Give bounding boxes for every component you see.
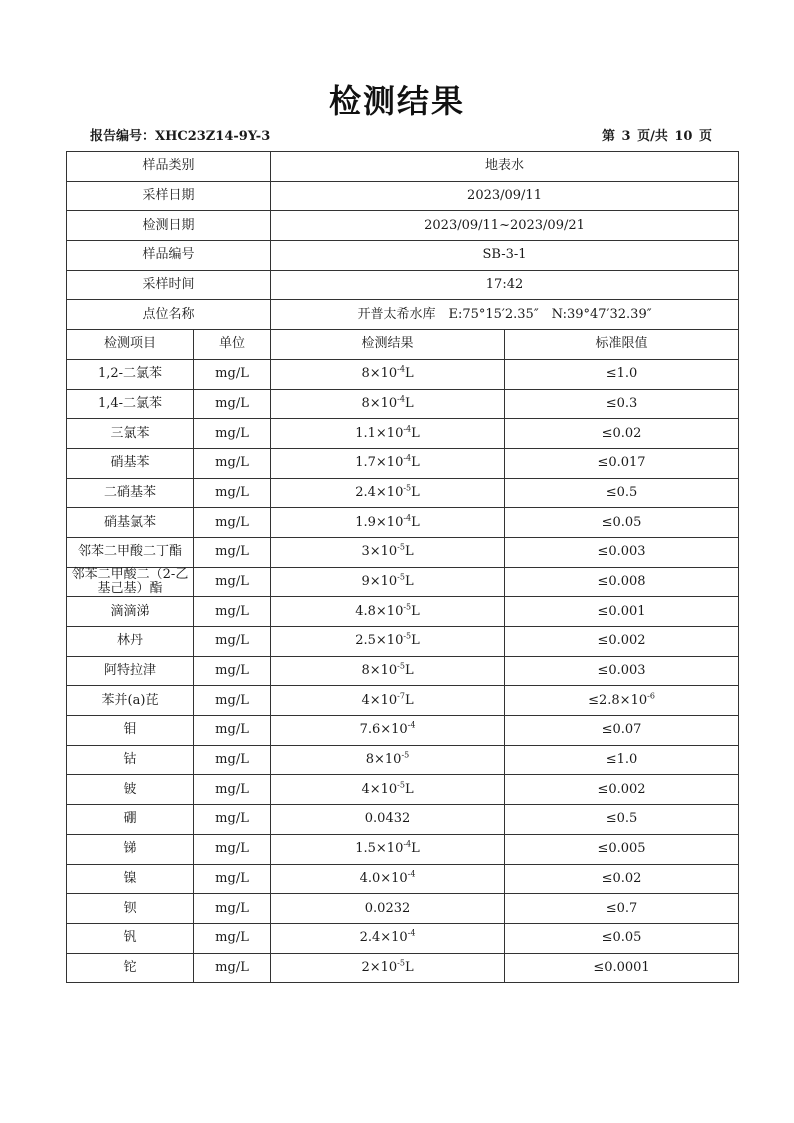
result-exponent: -5: [403, 632, 412, 642]
page-title: 检测结果: [328, 82, 465, 120]
limit-cell: [505, 953, 739, 983]
result-base: 7.6×10: [359, 722, 408, 738]
result-cell: [271, 656, 505, 686]
limit-base: ≤0.003: [597, 663, 646, 679]
unit-cell: mg/L: [194, 864, 271, 894]
info-label: 采样时间: [67, 270, 271, 300]
unit-cell: mg/L: [194, 359, 271, 389]
results-table: [66, 151, 739, 983]
result-base: 4×10: [361, 781, 398, 797]
result-cell: [271, 745, 505, 775]
result-base: 4.0×10: [359, 870, 408, 886]
result-exponent: -4: [407, 928, 416, 938]
result-cell: [271, 478, 505, 508]
info-row-sampling-time: [67, 270, 739, 300]
result-suffix: L: [411, 484, 420, 500]
result-base: 1.9×10: [355, 514, 404, 530]
limit-base: ≤1.0: [605, 752, 638, 768]
table-row: [67, 894, 739, 924]
limit-base: ≤0.02: [601, 870, 642, 886]
limit-cell: [505, 627, 739, 657]
result-cell: [271, 448, 505, 478]
result-base: 4.8×10: [355, 603, 404, 619]
limit-cell: [505, 745, 739, 775]
result-exponent: -4: [407, 721, 416, 731]
table-row: [67, 508, 739, 538]
result-suffix: L: [404, 573, 414, 589]
unit-cell: mg/L: [194, 567, 271, 597]
unit-cell: mg/L: [194, 597, 271, 627]
limit-base: ≤0.017: [597, 455, 646, 471]
limit-cell: [505, 834, 739, 864]
report-number: 报告编号：XHC23Z14-9Y-3: [90, 129, 271, 144]
item-name: 1,2-二氯苯: [67, 359, 194, 389]
limit-base: ≤0.5: [605, 811, 638, 827]
item-name: 滴滴涕: [67, 597, 194, 627]
result-suffix: L: [404, 395, 414, 411]
result-cell: [271, 775, 505, 805]
result-suffix: L: [404, 663, 414, 679]
limit-base: ≤0.002: [597, 781, 646, 797]
table-row: [67, 567, 739, 597]
result-exponent: -5: [397, 780, 405, 790]
table-row: [67, 805, 739, 835]
result-suffix: L: [404, 544, 414, 560]
result-exponent: -5: [403, 483, 412, 493]
result-exponent: -7: [397, 691, 405, 701]
unit-cell: mg/L: [194, 953, 271, 983]
table-row: [67, 716, 739, 746]
info-label: 样品类别: [67, 152, 271, 182]
limit-cell: [505, 448, 739, 478]
unit-cell: mg/L: [194, 419, 271, 449]
result-exponent: -5: [397, 661, 405, 671]
table-row: [67, 953, 739, 983]
unit-cell: mg/L: [194, 805, 271, 835]
limit-cell: [505, 864, 739, 894]
item-name: 硼: [67, 805, 194, 835]
result-exponent: -4: [407, 869, 416, 879]
limit-base: ≤0.3: [605, 395, 638, 411]
table-row: [67, 389, 739, 419]
result-base: 1.1×10: [355, 425, 404, 441]
limit-exponent: -6: [647, 691, 655, 701]
table-row: [67, 864, 739, 894]
limit-base: ≤0.05: [601, 930, 642, 946]
info-row-location: [67, 300, 739, 330]
result-cell: [271, 834, 505, 864]
limit-base: ≤0.5: [605, 484, 638, 500]
limit-cell: [505, 478, 739, 508]
limit-cell: [505, 923, 739, 953]
unit-cell: mg/L: [194, 834, 271, 864]
table-row: [67, 419, 739, 449]
result-base: 2.5×10: [355, 633, 404, 649]
result-cell: [271, 597, 505, 627]
table-row: [67, 448, 739, 478]
table-row: [67, 656, 739, 686]
column-header-limit: 标准限值: [505, 330, 739, 360]
item-name: 邻苯二甲酸二丁酯: [67, 537, 194, 567]
limit-cell: [505, 508, 739, 538]
limit-cell: [505, 716, 739, 746]
table-row: [67, 834, 739, 864]
result-suffix: L: [411, 425, 420, 441]
item-name: 钴: [67, 745, 194, 775]
result-base: 3×10: [361, 544, 398, 560]
info-value: 2023/09/11: [271, 181, 739, 211]
info-value: 开普太希水库 E:75°15′2.35″ N:39°47′32.39″: [271, 300, 739, 330]
result-suffix: L: [411, 455, 420, 471]
limit-cell: [505, 537, 739, 567]
limit-cell: [505, 419, 739, 449]
table-row: [67, 686, 739, 716]
item-name: 阿特拉津: [67, 656, 194, 686]
limit-base: ≤0.0001: [593, 959, 650, 975]
info-label: 检测日期: [67, 211, 271, 241]
item-name: 硝基氯苯: [67, 508, 194, 538]
result-base: 1.7×10: [355, 455, 404, 471]
result-exponent: -4: [403, 839, 412, 849]
info-value: SB-3-1: [271, 241, 739, 271]
unit-cell: mg/L: [194, 716, 271, 746]
item-name: 苯并(a)芘: [67, 686, 194, 716]
info-label: 采样日期: [67, 181, 271, 211]
result-base: 9×10: [361, 573, 398, 589]
result-base: 0.0232: [364, 900, 411, 916]
result-suffix: L: [404, 781, 414, 797]
result-base: 1.5×10: [355, 841, 404, 857]
limit-base: ≤1.0: [605, 366, 638, 382]
item-name: 林丹: [67, 627, 194, 657]
info-value: 地表水: [271, 152, 739, 182]
table-row: [67, 745, 739, 775]
limit-base: ≤0.02: [601, 425, 642, 441]
info-label: 点位名称: [67, 300, 271, 330]
result-suffix: L: [404, 692, 414, 708]
item-name: 邻苯二甲酸二（2-乙基己基）酯: [67, 567, 194, 597]
limit-base: ≤0.001: [597, 603, 646, 619]
unit-cell: mg/L: [194, 686, 271, 716]
item-name: 铊: [67, 953, 194, 983]
item-name: 三氯苯: [67, 419, 194, 449]
result-base: 2.4×10: [359, 930, 408, 946]
limit-cell: [505, 805, 739, 835]
limit-cell: [505, 359, 739, 389]
result-suffix: L: [411, 603, 420, 619]
limit-base: ≤0.008: [597, 573, 646, 589]
page-indicator: 第 3 页/共 10 页: [602, 129, 712, 144]
limit-base: ≤0.05: [601, 514, 642, 530]
limit-cell: [505, 567, 739, 597]
result-suffix: L: [411, 514, 420, 530]
info-value: 2023/09/11~2023/09/21: [271, 211, 739, 241]
limit-base: ≤0.07: [601, 722, 642, 738]
unit-cell: mg/L: [194, 923, 271, 953]
limit-cell: [505, 597, 739, 627]
result-suffix: L: [411, 633, 420, 649]
result-suffix: L: [404, 959, 414, 975]
item-name: 锑: [67, 834, 194, 864]
result-base: 8×10: [361, 366, 398, 382]
unit-cell: mg/L: [194, 389, 271, 419]
result-cell: [271, 508, 505, 538]
result-cell: [271, 686, 505, 716]
result-exponent: -5: [397, 572, 405, 582]
result-suffix: L: [411, 841, 420, 857]
result-cell: [271, 894, 505, 924]
limit-base: ≤0.7: [605, 900, 638, 916]
result-exponent: -4: [403, 513, 412, 523]
result-cell: [271, 537, 505, 567]
result-cell: [271, 716, 505, 746]
result-base: 8×10: [361, 395, 398, 411]
limit-cell: [505, 775, 739, 805]
limit-base: ≤2.8×10: [588, 692, 648, 708]
result-base: 4×10: [361, 692, 398, 708]
limit-cell: [505, 389, 739, 419]
info-label: 样品编号: [67, 241, 271, 271]
result-exponent: -4: [403, 453, 412, 463]
result-exponent: -5: [403, 602, 412, 612]
info-row-sample-id: [67, 241, 739, 271]
result-cell: [271, 923, 505, 953]
table-row: [67, 537, 739, 567]
unit-cell: mg/L: [194, 448, 271, 478]
item-name: 钼: [67, 716, 194, 746]
limit-cell: [505, 656, 739, 686]
item-name: 钡: [67, 894, 194, 924]
table-row: [67, 923, 739, 953]
result-exponent: -4: [397, 364, 405, 374]
unit-cell: mg/L: [194, 478, 271, 508]
table-row: [67, 478, 739, 508]
result-exponent: -4: [403, 424, 412, 434]
result-base: 8×10: [361, 663, 398, 679]
info-value: 17:42: [271, 270, 739, 300]
data-rows: [67, 359, 739, 982]
result-base: 8×10: [365, 752, 402, 768]
item-name: 硝基苯: [67, 448, 194, 478]
limit-cell: [505, 686, 739, 716]
unit-cell: mg/L: [194, 508, 271, 538]
limit-base: ≤0.002: [597, 633, 646, 649]
result-cell: [271, 805, 505, 835]
result-cell: [271, 567, 505, 597]
unit-cell: mg/L: [194, 656, 271, 686]
unit-cell: mg/L: [194, 894, 271, 924]
limit-cell: [505, 894, 739, 924]
info-row-sample-type: [67, 152, 739, 182]
info-row-test-date: [67, 211, 739, 241]
column-header-unit: 单位: [194, 330, 271, 360]
limit-base: ≤0.005: [597, 841, 646, 857]
info-row-sampling-date: [67, 181, 739, 211]
result-exponent: -5: [397, 958, 405, 968]
result-base: 2×10: [361, 959, 398, 975]
result-cell: [271, 864, 505, 894]
limit-base: ≤0.003: [597, 544, 646, 560]
unit-cell: mg/L: [194, 775, 271, 805]
column-header-item: 检测项目: [67, 330, 194, 360]
item-name: 1,4-二氯苯: [67, 389, 194, 419]
result-base: 0.0432: [364, 811, 411, 827]
result-cell: [271, 359, 505, 389]
unit-cell: mg/L: [194, 537, 271, 567]
result-suffix: L: [404, 366, 414, 382]
unit-cell: mg/L: [194, 627, 271, 657]
result-base: 2.4×10: [355, 484, 404, 500]
column-header-row: [67, 330, 739, 360]
table-row: [67, 597, 739, 627]
result-exponent: -5: [401, 750, 410, 760]
result-cell: [271, 419, 505, 449]
table-row: [67, 627, 739, 657]
unit-cell: mg/L: [194, 745, 271, 775]
table-row: [67, 775, 739, 805]
result-cell: [271, 389, 505, 419]
column-header-result: 检测结果: [271, 330, 505, 360]
result-cell: [271, 627, 505, 657]
result-exponent: -4: [397, 394, 405, 404]
table-row: [67, 359, 739, 389]
result-cell: [271, 953, 505, 983]
item-name: 镍: [67, 864, 194, 894]
item-name: 钒: [67, 923, 194, 953]
item-name: 铍: [67, 775, 194, 805]
item-name: 二硝基苯: [67, 478, 194, 508]
result-exponent: -5: [397, 542, 405, 552]
